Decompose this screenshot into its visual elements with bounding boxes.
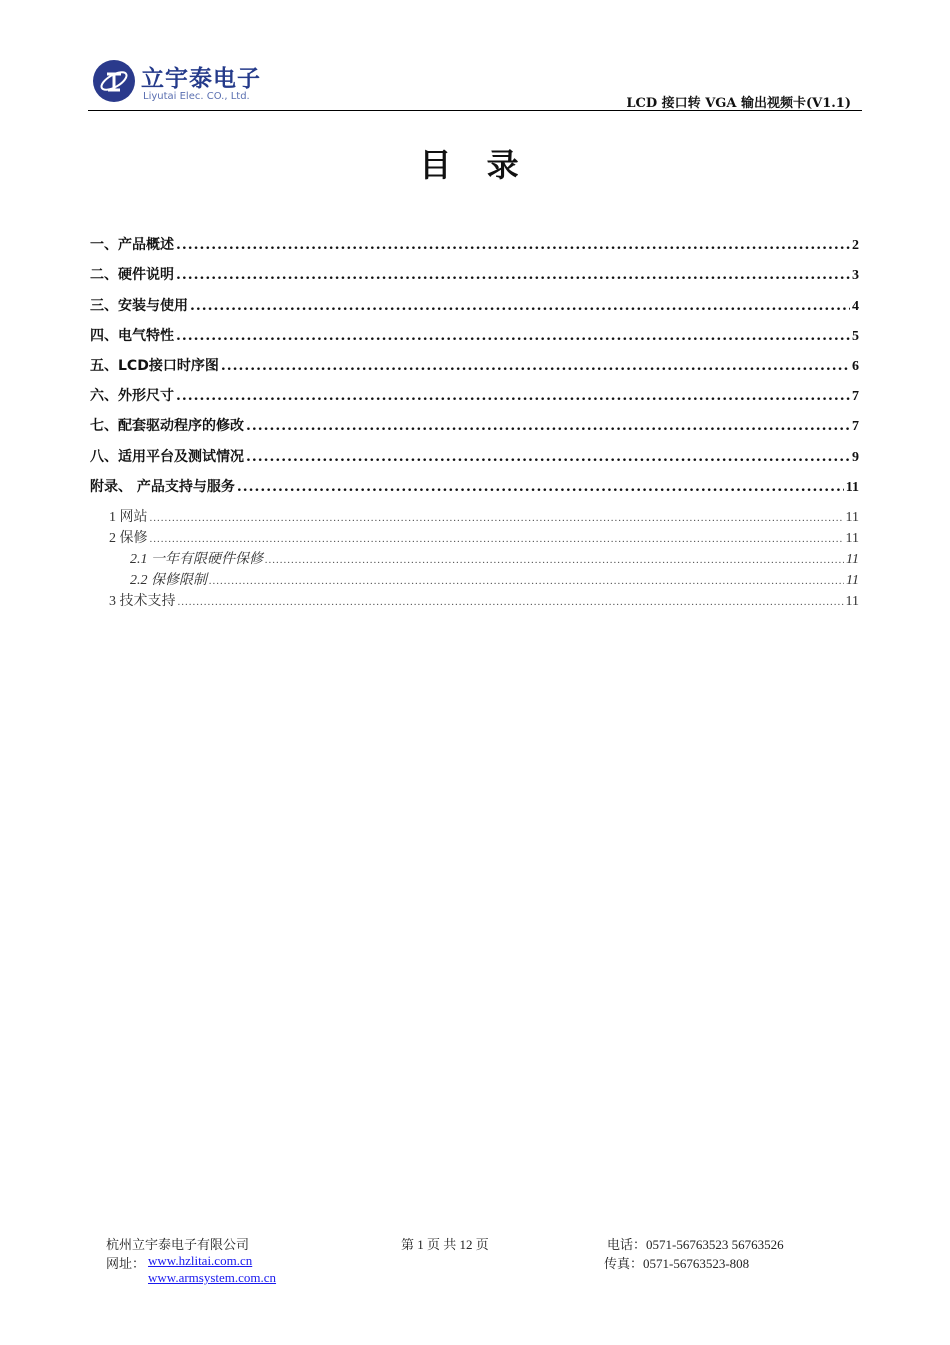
- toc-entry-page-number: 7: [852, 389, 859, 404]
- footer-fax: 传真：0571-56763523-808: [604, 1256, 750, 1271]
- toc-entry-title: 八、适用平台及测试情况: [90, 449, 244, 465]
- toc-entry-title: 四、电气特性: [90, 328, 174, 344]
- toc-dot-leader: [221, 358, 850, 374]
- toc-entry[interactable]: [130, 548, 859, 568]
- toc-entry[interactable]: [109, 527, 859, 547]
- document-header-title: LCD 接口转 VGA 输出视频卡(V1.1): [626, 96, 851, 111]
- toc-entry-page-number: 4: [852, 299, 859, 314]
- toc-dot-leader: [190, 298, 850, 314]
- toc-entry-page-number: 11: [846, 573, 859, 588]
- toc-entry[interactable]: [109, 590, 859, 610]
- company-logo: [93, 58, 268, 106]
- toc-entry[interactable]: [90, 446, 859, 466]
- toc-entry-page-number: 11: [846, 552, 859, 567]
- toc-entry-title: 3 技术支持: [109, 594, 176, 609]
- toc-dot-leader: [246, 449, 850, 465]
- toc-dot-leader: [176, 237, 850, 253]
- toc-dot-leader: [237, 479, 844, 495]
- footer-website-label: 网址：: [106, 1256, 146, 1271]
- toc-dot-leader: [246, 418, 850, 434]
- toc-entry-page-number: 3: [852, 268, 859, 283]
- toc-dot-leader: [176, 267, 850, 283]
- toc-entry-page-number: 11: [845, 531, 859, 546]
- toc-entry-page-number: 5: [852, 329, 859, 344]
- toc-entry-title: 二、硬件说明: [90, 267, 174, 283]
- toc-entry[interactable]: [90, 234, 859, 254]
- toc-entry-title: 六、外形尺寸: [90, 388, 174, 404]
- toc-entry-page-number: 11: [845, 594, 859, 609]
- toc-entry[interactable]: [90, 355, 859, 375]
- toc-entry[interactable]: [90, 476, 859, 496]
- toc-entry-title: 三、安装与使用: [90, 298, 188, 314]
- toc-entry-title: 七、配套驱动程序的修改: [90, 418, 244, 434]
- toc-entry-page-number: 11: [845, 480, 859, 495]
- footer-page-info: 第 1 页 共 12 页: [401, 1237, 489, 1252]
- toc-entry-page-number: 2: [852, 238, 859, 253]
- logo-emblem-icon: [93, 60, 135, 102]
- toc-heading: 目 录: [419, 146, 531, 184]
- toc-entry-title: 2.1 一年有限硬件保修: [130, 552, 263, 567]
- toc-dot-leader: [265, 554, 844, 566]
- logo-english-name: Liyutai Elec. CO., Ltd.: [143, 91, 250, 102]
- toc-entry[interactable]: [90, 295, 859, 315]
- toc-entry[interactable]: [130, 569, 859, 589]
- toc-dot-leader: [209, 575, 844, 587]
- toc-entry-title: 五、LCD接口时序图: [90, 358, 219, 374]
- toc-entry[interactable]: [90, 264, 859, 284]
- footer-company: 杭州立宇泰电子有限公司: [106, 1237, 250, 1252]
- toc-dot-leader: [178, 596, 844, 608]
- toc-entry-page-number: 9: [852, 450, 859, 465]
- toc-dot-leader: [150, 533, 844, 545]
- toc-dot-leader: [176, 388, 850, 404]
- toc-entry-page-number: 7: [852, 419, 859, 434]
- toc-entry-title: 附录、 产品支持与服务: [90, 479, 235, 495]
- toc-dot-leader: [176, 328, 850, 344]
- toc-entry[interactable]: [90, 325, 859, 345]
- header-divider: [88, 110, 862, 111]
- toc-entry[interactable]: [90, 415, 859, 435]
- toc-entry-title: 1 网站: [109, 510, 148, 525]
- toc-entry-title: 2 保修: [109, 531, 148, 546]
- logo-chinese-name: 立宇泰电子: [141, 66, 261, 92]
- toc-entry[interactable]: [109, 506, 859, 526]
- footer-website-link-2[interactable]: www.armsystem.com.cn: [148, 1270, 277, 1285]
- toc-entry-title: 一、产品概述: [90, 237, 174, 253]
- footer-website-link-1[interactable]: www.hzlitai.com.cn: [148, 1253, 253, 1268]
- toc-entry[interactable]: [90, 385, 859, 405]
- toc-entry-page-number: 11: [845, 510, 859, 525]
- toc-entry-page-number: 6: [852, 359, 859, 374]
- footer-phone: 电话：0571-56763523 56763526: [607, 1237, 784, 1252]
- toc-entry-title: 2.2 保修限制: [130, 573, 207, 588]
- toc-dot-leader: [150, 512, 844, 524]
